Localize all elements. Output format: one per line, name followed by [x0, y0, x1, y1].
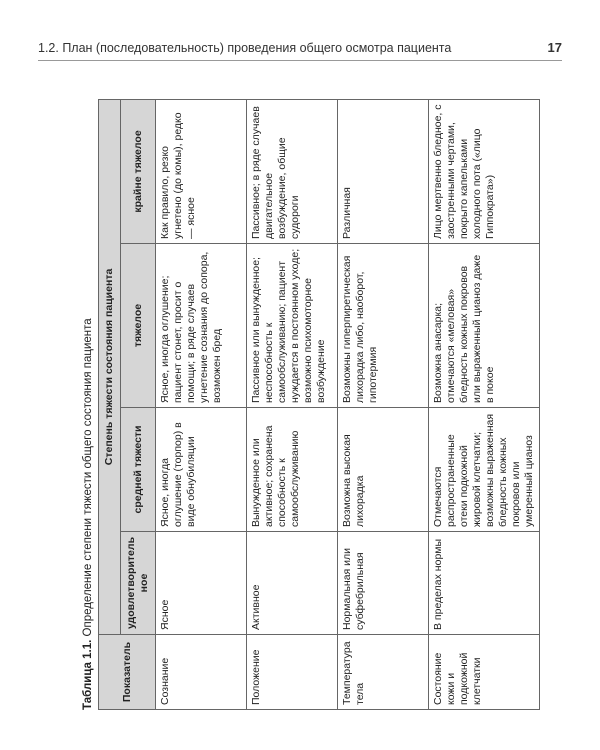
- table-row: [429, 99, 540, 709]
- table-cell: Вынужденное или активное; сохранена способность к самообслуживанию: [247, 408, 338, 532]
- page-header: [38, 38, 562, 61]
- page-number: 17: [547, 40, 562, 55]
- table-cell: Как правило, резко угнетено (до комы), редко — ясное: [156, 99, 247, 243]
- table-cell: В пределах нормы: [429, 532, 540, 635]
- table-caption: [78, 100, 98, 710]
- table-row: [338, 99, 429, 709]
- rotated-table-block: [78, 100, 535, 710]
- table-cell: Активное: [247, 532, 338, 635]
- row-indicator: Положение: [247, 635, 338, 710]
- table-cell: Отмечаются распространенные отеки подкожной жировой клетчатки; возможны выраженная бледность кожных покровов или умеренный цианоз: [429, 408, 540, 532]
- table-cell: Возможна анасарка; отмечаются «меловая» бледность кожных покровов или выраженный цианоз даже в покое: [429, 244, 540, 408]
- header-indicator: Показатель: [99, 635, 156, 710]
- table-row: [156, 99, 247, 709]
- table-cell: Возможны гиперпиретическая лихорадка либо, наоборот, гипотермия: [338, 244, 429, 408]
- table-cell: Лицо мертвенно бледное, с заостренными чертами, покрыто капельками холодного пота («лицо Гиппократа»): [429, 99, 540, 243]
- header-severity-group: Степень тяжести состояния пациента: [99, 99, 121, 634]
- table-cell: Ясное, иногда оглушение (торпор) в виде обнубиляции: [156, 408, 247, 532]
- table-cell: Пассивное; в ряде случаев двигательное возбуждение, общие судороги: [247, 99, 338, 243]
- header-satisfactory: удовлетворительное: [121, 532, 156, 635]
- row-indicator: Температура тела: [338, 635, 429, 710]
- row-indicator: Сознание: [156, 635, 247, 710]
- table-cell: Нормальная или субфебрильная: [338, 532, 429, 635]
- severity-table: [98, 99, 540, 710]
- table-cell: Ясное, иногда оглушение; пациент стонет, просит о помощи; в ряде случаев угнетение сознания до сопора, возможен бред: [156, 244, 247, 408]
- table-row: [247, 99, 338, 709]
- table-cell: Различная: [338, 99, 429, 243]
- header-severe: тяжелое: [121, 244, 156, 408]
- table-cell: Пассивное или вынужденное; неспособность к самообслуживанию; пациент нуждается в постоянном уходе; возможно психомоторное возбуждение: [247, 244, 338, 408]
- header-moderate: средней тяжести: [121, 408, 156, 532]
- table-cell: Ясное: [156, 532, 247, 635]
- table-caption-label: Таблица 1.1.: [82, 639, 94, 710]
- row-indicator: Состояние кожи и подкожной клетчатки: [429, 635, 540, 710]
- table-caption-text: Определение степени тяжести общего состояния пациента: [82, 318, 94, 637]
- running-title: 1.2. План (последовательность) проведения общего осмотра пациента: [38, 41, 452, 55]
- header-extremely-severe: крайне тяжелое: [121, 99, 156, 243]
- table-cell: Возможна высокая лихорадка: [338, 408, 429, 532]
